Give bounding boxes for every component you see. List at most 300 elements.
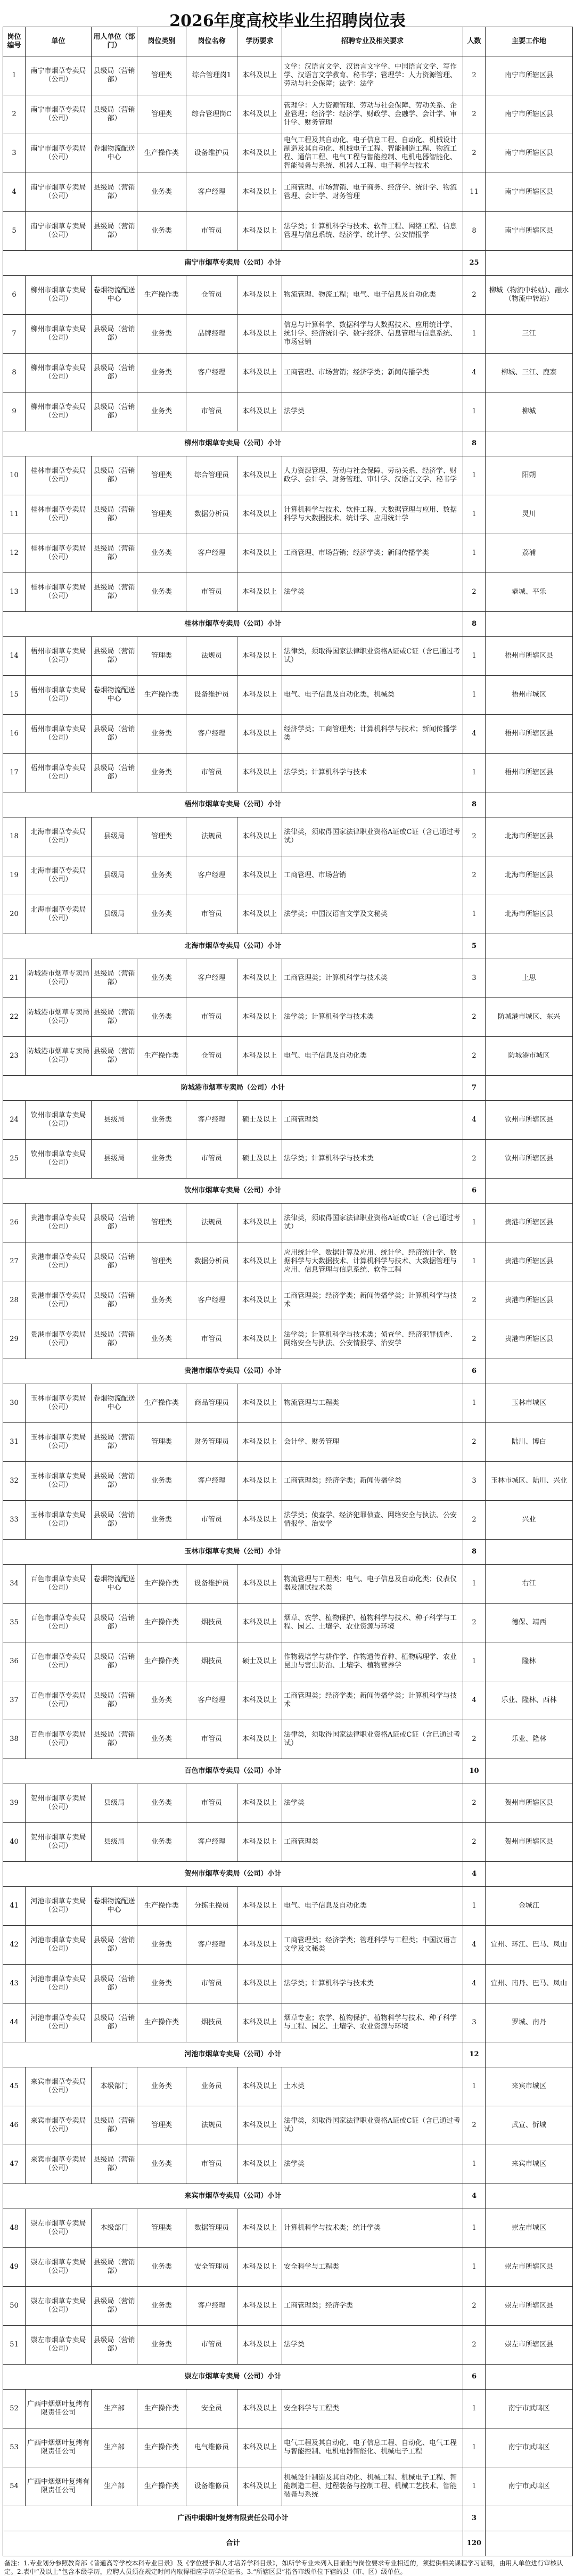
department-cell: 县级局 [92,1784,137,1823]
department-cell: 卷烟物流配送中心 [92,676,137,715]
location-cell: 宜州、南丹、巴马、凤山 [486,1965,573,2003]
requirements-cell: 工商管理类；经济学类；新闻传播学类 [282,1462,463,1501]
location-cell: 贵港市所辖区县 [486,1242,573,1281]
subtotal-empty-cell [486,431,573,456]
category-cell: 业务类 [137,2248,186,2287]
location-cell: 梧州市所辖区县 [486,754,573,792]
table-row [3,173,573,212]
subtotal-row [3,934,573,959]
subtotal-row [3,2184,573,2209]
education-cell: 本科及以上 [237,1281,282,1320]
requirements-cell: 电气、电子信息及自动化类，机械类 [282,676,463,715]
count-cell: 1 [463,1204,486,1242]
job-id-cell: 7 [3,315,26,354]
job-id-cell: 10 [3,456,26,495]
count-cell: 1 [463,495,486,534]
requirements-cell: 机械设计制造及其自动化、机械工程、机械电子工程、智能制造工程、过程装备与控制工程、机械工艺技术、智能装备与系统 [282,2467,463,2506]
requirements-cell: 法律类，须取得国家法律职业资格A证或C证（含已通过考试） [282,2106,463,2145]
education-cell: 本科及以上 [237,676,282,715]
table-row [3,998,573,1037]
position-cell: 市管员 [186,1720,237,1759]
job-id-cell: 18 [3,817,26,856]
position-cell: 仓管员 [186,276,237,315]
header-cell: 岗位名称 [186,27,237,56]
category-cell: 业务类 [137,1965,186,2003]
count-cell: 2 [463,134,486,173]
job-id-cell: 36 [3,1642,26,1681]
count-cell: 2 [463,1140,486,1179]
position-cell: 市管员 [186,1965,237,2003]
subtotal-count: 7 [463,1076,486,1101]
requirements-cell: 工商管理类；经济学类 [282,2287,463,2326]
subtotal-empty-cell [486,1359,573,1384]
job-id-cell: 46 [3,2106,26,2145]
position-cell: 设备维护员 [186,134,237,173]
location-cell: 崇左市城区 [486,2209,573,2248]
table-row [3,534,573,573]
table-row [3,2326,573,2365]
requirements-cell: 工商管理类；经济学类；管理科学与工程类；中国汉语言文学及文秘类 [282,1926,463,1965]
subtotal-count: 8 [463,1540,486,1565]
table-row [3,1604,573,1642]
requirements-cell: 法学类 [282,2145,463,2184]
job-id-cell: 34 [3,1565,26,1604]
unit-cell: 柳州市烟草专卖局（公司） [26,276,92,315]
header-cell: 学历要求 [237,27,282,56]
location-cell: 南宁市武鸣区 [486,2390,573,2428]
education-cell: 本科及以上 [237,1423,282,1462]
requirements-cell: 物流管理与工程类 [282,1384,463,1423]
position-cell: 客户经理 [186,173,237,212]
job-id-cell: 50 [3,2287,26,2326]
department-cell: 县级局（营销部） [92,95,137,134]
location-cell: 隆林 [486,1642,573,1681]
location-cell: 陆川、博白 [486,1423,573,1462]
requirements-cell: 工商管理、市场营销 [282,856,463,895]
subtotal-empty-cell [486,1759,573,1784]
education-cell: 本科及以上 [237,2390,282,2428]
job-id-cell: 2 [3,95,26,134]
position-cell: 设备维护员 [186,1565,237,1604]
position-cell: 仓管员 [186,1037,237,1076]
position-cell: 法规员 [186,637,237,676]
location-cell: 梧州市所辖区县 [486,715,573,754]
job-id-cell: 37 [3,1681,26,1720]
category-cell: 业务类 [137,1501,186,1540]
table-row [3,2467,573,2506]
unit-cell: 贵港市烟草专卖局（公司） [26,1204,92,1242]
location-cell: 南宁市所辖区县 [486,95,573,134]
requirements-cell: 工商管理、市场营销、电子商务、经济学、统计学、物流管理、会计学、财务管理 [282,173,463,212]
location-cell: 阳朔 [486,456,573,495]
total-label: 合计 [3,2531,463,2556]
category-cell: 业务类 [137,1926,186,1965]
education-cell: 本科及以上 [237,1965,282,2003]
unit-cell: 百色市烟草专卖局（公司） [26,1720,92,1759]
unit-cell: 贵港市烟草专卖局（公司） [26,1281,92,1320]
education-cell: 本科及以上 [237,1823,282,1862]
count-cell: 1 [463,676,486,715]
subtotal-count: 12 [463,2042,486,2067]
education-cell: 本科及以上 [237,2248,282,2287]
unit-cell: 崇左市烟草专卖局（公司） [26,2287,92,2326]
position-cell: 市管员 [186,2145,237,2184]
department-cell: 卷烟物流配送中心 [92,1565,137,1604]
requirements-cell: 烟草专业；农学、植物保护、植物科学与技术、种子科学与工程、园艺、土壤学、农业资源与环境 [282,2003,463,2042]
education-cell: 本科及以上 [237,1887,282,1926]
department-cell: 县级局（营销部） [92,1642,137,1681]
job-id-cell: 49 [3,2248,26,2287]
subtotal-count: 4 [463,1862,486,1887]
job-id-cell: 27 [3,1242,26,1281]
category-cell: 生产操作类 [137,2390,186,2428]
education-cell: 本科及以上 [237,56,282,95]
table-row [3,637,573,676]
department-cell: 县级局（营销部） [92,2145,137,2184]
table-row [3,456,573,495]
job-id-cell: 4 [3,173,26,212]
department-cell: 县级局（营销部） [92,1242,137,1281]
table-row [3,2287,573,2326]
location-cell: 崇左市所辖区县 [486,2287,573,2326]
unit-cell: 河池市烟草专卖局（公司） [26,1926,92,1965]
table-row [3,817,573,856]
header-cell: 岗位类别 [137,27,186,56]
table-row [3,1501,573,1540]
requirements-cell: 法学类 [282,573,463,612]
category-cell: 业务类 [137,1823,186,1862]
table-row [3,2003,573,2042]
unit-cell: 钦州市烟草专卖局（公司） [26,1140,92,1179]
table-row [3,495,573,534]
requirements-cell: 工商管理类；经济学类；新闻传播学类；计算机科学与技术 [282,1281,463,1320]
location-cell: 南宁市武鸣区 [486,2428,573,2467]
department-cell: 县级局（营销部） [92,1204,137,1242]
count-cell: 2 [463,1320,486,1359]
position-cell: 客户经理 [186,1681,237,1720]
table-row [3,2428,573,2467]
count-cell: 2 [463,1604,486,1642]
table-row [3,276,573,315]
unit-cell: 河池市烟草专卖局（公司） [26,1965,92,2003]
unit-cell: 河池市烟草专卖局（公司） [26,2003,92,2042]
education-cell: 本科及以上 [237,134,282,173]
unit-cell: 柳州市烟草专卖局（公司） [26,315,92,354]
subtotal-count: 8 [463,431,486,456]
job-id-cell: 30 [3,1384,26,1423]
table-row [3,1462,573,1501]
count-cell: 1 [463,456,486,495]
category-cell: 生产操作类 [137,1384,186,1423]
unit-cell: 崇左市烟草专卖局（公司） [26,2248,92,2287]
requirements-cell: 电气工程及其自动化、电子信息工程、自动化、电气工程与智能控制、电机电器智能化、机械电子工程 [282,2428,463,2467]
category-cell: 生产操作类 [137,2428,186,2467]
job-id-cell: 11 [3,495,26,534]
location-cell: 武宣、忻城 [486,2106,573,2145]
count-cell: 1 [463,1887,486,1926]
header-cell: 主要工作地 [486,27,573,56]
department-cell: 生产部 [92,2428,137,2467]
requirements-cell: 法学类；计算机科学与技术、软件工程、网络工程、信息管理与信息系统、经济学、统计学、公安情报学 [282,212,463,251]
job-id-cell: 48 [3,2209,26,2248]
table-row [3,1887,573,1926]
subtotal-label: 来宾市烟草专卖局（公司）小计 [3,2184,463,2209]
location-cell: 梧州市所辖区县 [486,637,573,676]
unit-cell: 南宁市烟草专卖局（公司） [26,212,92,251]
department-cell: 县级局 [92,817,137,856]
subtotal-row [3,2506,573,2531]
education-cell: 本科及以上 [237,1384,282,1423]
table-row [3,676,573,715]
unit-cell: 桂林市烟草专卖局（公司） [26,456,92,495]
count-cell: 2 [463,1720,486,1759]
subtotal-row [3,612,573,637]
education-cell: 本科及以上 [237,2209,282,2248]
education-cell: 本科及以上 [237,315,282,354]
table-row [3,354,573,392]
count-cell: 4 [463,1101,486,1140]
department-cell: 县级局（营销部） [92,534,137,573]
job-id-cell: 24 [3,1101,26,1140]
unit-cell: 防城港市烟草专卖局（公司） [26,1037,92,1076]
requirements-cell: 计算机科学与技术类；统计学类 [282,2209,463,2248]
location-cell: 贵港市所辖区县 [486,1281,573,1320]
count-cell: 1 [463,534,486,573]
position-cell: 市管员 [186,1501,237,1540]
category-cell: 业务类 [137,354,186,392]
location-cell: 玉林市城区、陆川、兴业 [486,1462,573,1501]
job-id-cell: 47 [3,2145,26,2184]
unit-cell: 桂林市烟草专卖局（公司） [26,573,92,612]
location-cell: 罗城、南丹 [486,2003,573,2042]
location-cell: 梧州市城区 [486,676,573,715]
requirements-cell: 法学类 [282,392,463,431]
department-cell: 卷烟物流配送中心 [92,1384,137,1423]
position-cell: 商品管理员 [186,1384,237,1423]
category-cell: 生产操作类 [137,276,186,315]
count-cell: 2 [463,2287,486,2326]
job-id-cell: 32 [3,1462,26,1501]
location-cell: 灵川 [486,495,573,534]
job-id-cell: 52 [3,2390,26,2428]
category-cell: 管理类 [137,495,186,534]
education-cell: 本科及以上 [237,2003,282,2042]
job-id-cell: 19 [3,856,26,895]
unit-cell: 桂林市烟草专卖局（公司） [26,495,92,534]
position-cell: 法规员 [186,817,237,856]
subtotal-label: 南宁市烟草专卖局（公司）小计 [3,251,463,276]
location-cell: 恭城、平乐 [486,573,573,612]
category-cell: 业务类 [137,2145,186,2184]
job-id-cell: 35 [3,1604,26,1642]
count-cell: 1 [463,2209,486,2248]
count-cell: 2 [463,1823,486,1862]
requirements-cell: 法学类；计算机科学与技术类；侦查学、经济犯罪侦查、网络安全与执法、公安情报学、治安学 [282,1320,463,1359]
job-id-cell: 45 [3,2067,26,2106]
table-row [3,1037,573,1076]
position-cell: 客户经理 [186,2287,237,2326]
table-row [3,2390,573,2428]
subtotal-row [3,431,573,456]
count-cell: 3 [463,1462,486,1501]
subtotal-label: 崇左市烟草专卖局（公司）小计 [3,2365,463,2390]
job-id-cell: 13 [3,573,26,612]
subtotal-empty-cell [486,1076,573,1101]
position-cell: 客户经理 [186,715,237,754]
unit-cell: 来宾市烟草专卖局（公司） [26,2145,92,2184]
category-cell: 管理类 [137,95,186,134]
category-cell: 业务类 [137,2067,186,2106]
table-row [3,2209,573,2248]
unit-cell: 玉林市烟草专卖局（公司） [26,1384,92,1423]
education-cell: 本科及以上 [237,1926,282,1965]
location-cell: 柳城（物流中转站）、融水（物流中转站） [486,276,573,315]
position-cell: 安全员 [186,2390,237,2428]
education-cell: 本科及以上 [237,2106,282,2145]
department-cell: 县级局（营销部） [92,56,137,95]
job-id-cell: 43 [3,1965,26,2003]
education-cell: 本科及以上 [237,2067,282,2106]
department-cell: 卷烟物流配送中心 [92,134,137,173]
job-id-cell: 25 [3,1140,26,1179]
position-cell: 法规员 [186,2106,237,2145]
job-id-cell: 15 [3,676,26,715]
table-header-row [3,27,573,56]
header-cell: 招聘专业及相关要求 [282,27,463,56]
job-id-cell: 22 [3,998,26,1037]
requirements-cell: 法律类，须取得国家法律职业资格A证或C证（含已通过考试） [282,1720,463,1759]
unit-cell: 梧州市烟草专卖局（公司） [26,676,92,715]
category-cell: 管理类 [137,817,186,856]
job-id-cell: 14 [3,637,26,676]
count-cell: 2 [463,573,486,612]
position-cell: 法规员 [186,1204,237,1242]
requirements-cell: 计算机科学与技术、软件工程、大数据管理与应用、数据科学与大数据技术、统计学、应用统计学 [282,495,463,534]
count-cell: 1 [463,1384,486,1423]
count-cell: 2 [463,856,486,895]
job-id-cell: 42 [3,1926,26,1965]
table-row [3,959,573,998]
position-cell: 市管员 [186,2326,237,2365]
unit-cell: 梧州市烟草专卖局（公司） [26,754,92,792]
department-cell: 县级局（营销部） [92,315,137,354]
requirements-cell: 土木类 [282,2067,463,2106]
department-cell: 县级局（营销部） [92,2326,137,2365]
table-row [3,856,573,895]
location-cell: 宜州、环江、巴马、凤山 [486,1926,573,1965]
position-cell: 综合管理岗1 [186,56,237,95]
category-cell: 业务类 [137,2326,186,2365]
requirements-cell: 法学类 [282,2326,463,2365]
requirements-cell: 法学类；计算机科学与技术 [282,754,463,792]
department-cell: 本级部门 [92,2209,137,2248]
department-cell: 县级局（营销部） [92,715,137,754]
job-table [3,27,573,2556]
table-row [3,2106,573,2145]
table-row [3,1204,573,1242]
department-cell: 县级局（营销部） [92,2106,137,2145]
header-cell: 用人单位（部门） [92,27,137,56]
table-row [3,1384,573,1423]
location-cell: 钦州市所辖区县 [486,1101,573,1140]
requirements-cell: 工商管理、市场营销；经济学类；新闻传播学类 [282,534,463,573]
location-cell: 右江 [486,1565,573,1604]
department-cell: 县级局 [92,1101,137,1140]
position-cell: 客户经理 [186,534,237,573]
requirements-cell: 安全科学与工程类 [282,2248,463,2287]
total-row [3,2531,573,2556]
count-cell: 1 [463,2145,486,2184]
department-cell: 县级局（营销部） [92,1604,137,1642]
table-row [3,1681,573,1720]
location-cell: 柳城、三江、鹿寨 [486,354,573,392]
table-row [3,1784,573,1823]
department-cell: 县级局（营销部） [92,1320,137,1359]
unit-cell: 柳州市烟草专卖局（公司） [26,354,92,392]
category-cell: 生产操作类 [137,676,186,715]
department-cell: 县级局（营销部） [92,212,137,251]
subtotal-empty-cell [486,792,573,817]
unit-cell: 防城港市烟草专卖局（公司） [26,998,92,1037]
education-cell: 本科及以上 [237,354,282,392]
unit-cell: 北海市烟草专卖局（公司） [26,856,92,895]
unit-cell: 玉林市烟草专卖局（公司） [26,1423,92,1462]
count-cell: 4 [463,715,486,754]
location-cell: 防城港市城区 [486,1037,573,1076]
count-cell: 11 [463,173,486,212]
education-cell: 本科及以上 [237,754,282,792]
count-cell: 4 [463,1965,486,2003]
unit-cell: 钦州市烟草专卖局（公司） [26,1101,92,1140]
table-row [3,95,573,134]
location-cell: 贵港市所辖区县 [486,1204,573,1242]
subtotal-label: 防城港市烟草专卖局（公司）小计 [3,1076,463,1101]
job-id-cell: 6 [3,276,26,315]
department-cell: 县级局（营销部） [92,173,137,212]
unit-cell: 崇左市烟草专卖局（公司） [26,2326,92,2365]
job-id-cell: 54 [3,2467,26,2506]
table-row [3,1926,573,1965]
education-cell: 本科及以上 [237,212,282,251]
department-cell: 县级局（营销部） [92,959,137,998]
position-cell: 客户经理 [186,959,237,998]
subtotal-empty-cell [486,2506,573,2531]
count-cell: 4 [463,1926,486,1965]
department-cell: 生产部 [92,2390,137,2428]
category-cell: 生产操作类 [137,1642,186,1681]
department-cell: 县级局（营销部） [92,2248,137,2287]
subtotal-label: 贵港市烟草专卖局（公司）小计 [3,1359,463,1384]
job-id-cell: 12 [3,534,26,573]
subtotal-label: 钦州市烟草专卖局（公司）小计 [3,1179,463,1204]
unit-cell: 百色市烟草专卖局（公司） [26,1604,92,1642]
education-cell: 本科及以上 [237,173,282,212]
location-cell: 南宁市武鸣区 [486,2467,573,2506]
requirements-cell: 法学类；侦查学、经济犯罪侦查、网络安全与执法、公安情报学、治安学 [282,1501,463,1540]
total-count: 120 [463,2531,486,2556]
department-cell: 县级局（营销部） [92,998,137,1037]
location-cell: 荔浦 [486,534,573,573]
subtotal-label: 桂林市烟草专卖局（公司）小计 [3,612,463,637]
position-cell: 设备维护员 [186,676,237,715]
requirements-cell: 物流管理与工程类；电气、电子信息及自动化类；仪表仪器及测试技术类 [282,1565,463,1604]
category-cell: 业务类 [137,754,186,792]
count-cell: 1 [463,1242,486,1281]
subtotal-row [3,1179,573,1204]
education-cell: 本科及以上 [237,817,282,856]
count-cell: 1 [463,637,486,676]
position-cell: 市管员 [186,1784,237,1823]
